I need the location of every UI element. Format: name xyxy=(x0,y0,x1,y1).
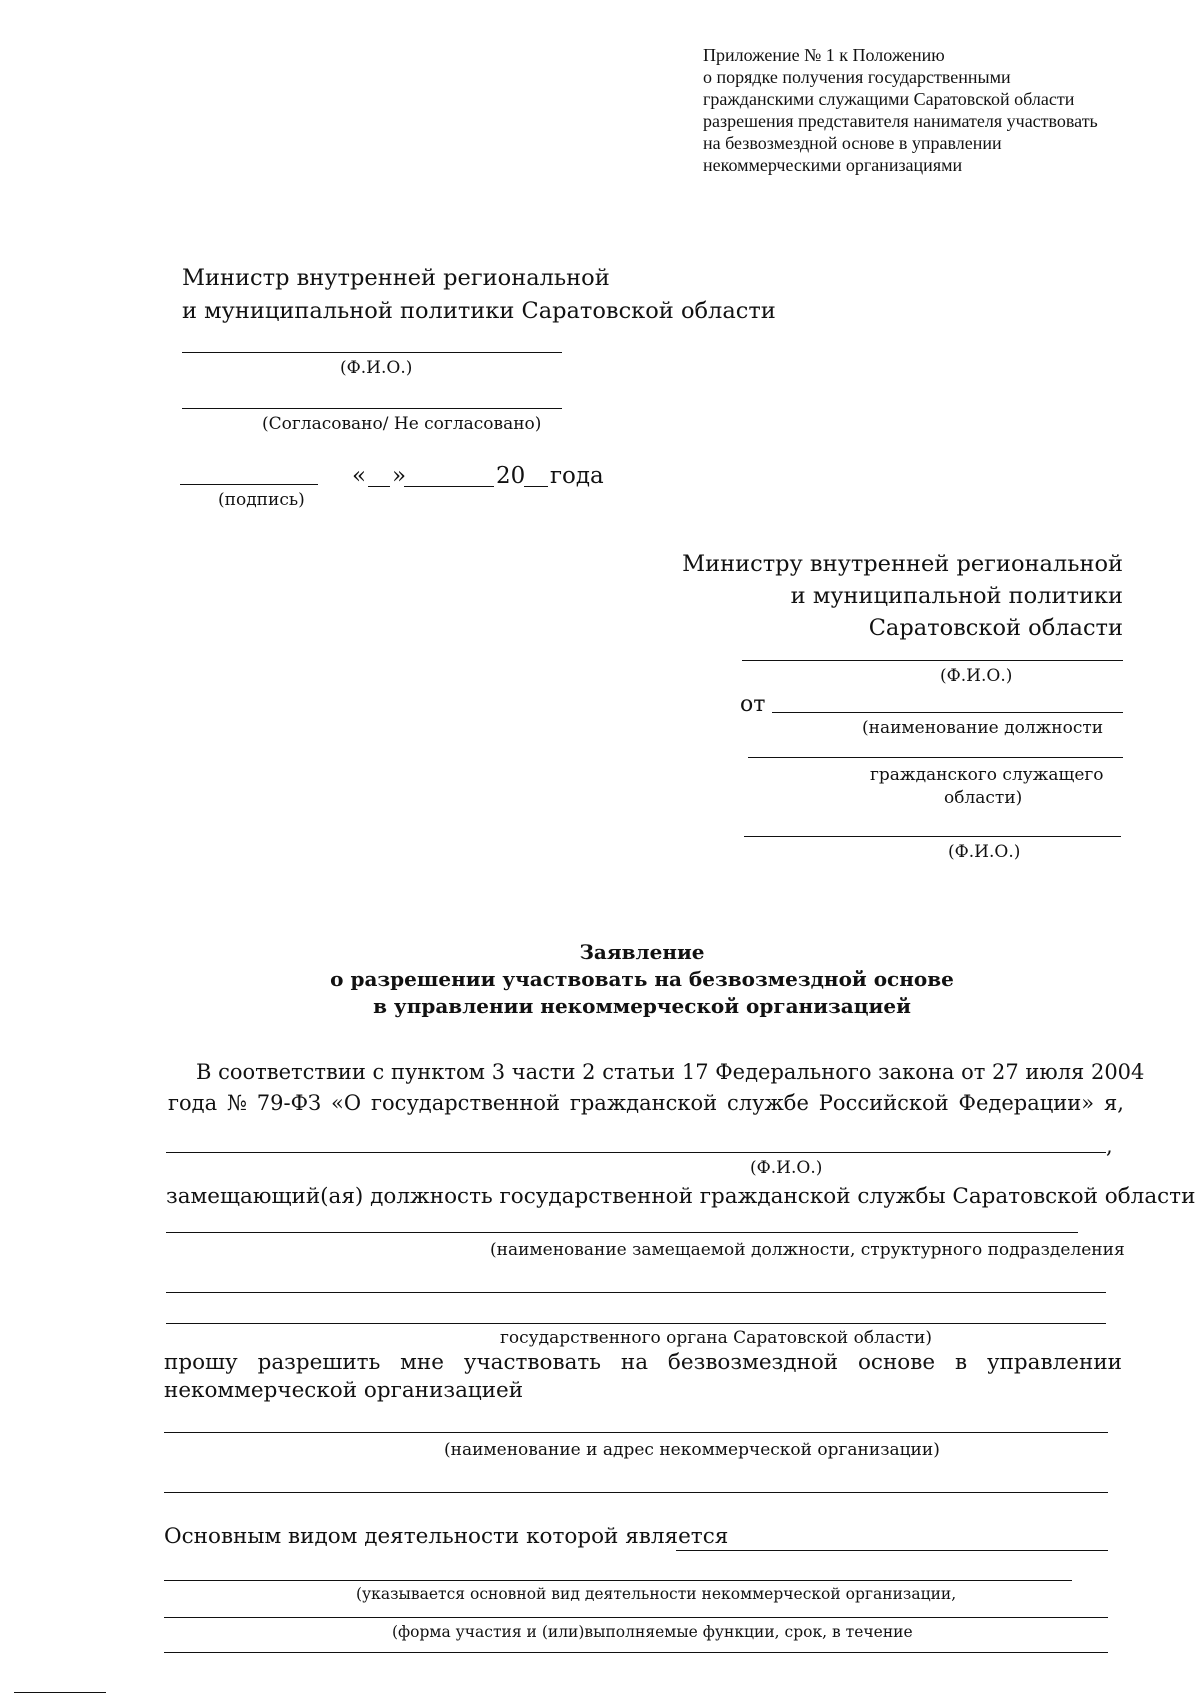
request-word: безвозмездной xyxy=(667,1350,839,1375)
applicant-position-caption-3: области) xyxy=(944,788,1023,808)
organization-caption: (наименование и адрес некоммерческой организации) xyxy=(444,1440,940,1460)
annex-line: Приложение № 1 к Положению xyxy=(703,45,945,65)
request-word: на xyxy=(620,1350,649,1375)
approval-date-close-quote: » xyxy=(392,463,407,489)
intro-word: года xyxy=(168,1091,218,1115)
intro-word: Федерации» xyxy=(958,1091,1095,1115)
applicant-position-caption-1: (наименование должности xyxy=(862,718,1104,738)
applicant-name-field[interactable] xyxy=(166,1152,1106,1153)
signature-caption: (подпись) xyxy=(218,490,305,510)
intro-word: я, xyxy=(1103,1091,1124,1115)
approver-fio-caption: (Ф.И.О.) xyxy=(340,358,413,378)
applicant-fio-field[interactable] xyxy=(744,836,1121,837)
addressee-line1: Министру внутренней региональной xyxy=(682,551,1123,577)
approver-title-line2: и муниципальной политики Саратовской области xyxy=(182,298,776,324)
applicant-position-field[interactable] xyxy=(772,712,1123,713)
intro-word: 79-ФЗ xyxy=(256,1091,322,1115)
intro-word: «О xyxy=(331,1091,362,1115)
activity-field[interactable] xyxy=(676,1550,1108,1551)
activity-label: Основным видом деятельности которой является xyxy=(164,1524,729,1549)
annex-header xyxy=(703,44,1098,176)
addressee-fio-caption: (Ф.И.О.) xyxy=(940,666,1013,686)
position-statement: замещающий(ая) должность государственной гражданской службы Саратовской области xyxy=(166,1184,1196,1209)
applicant-position-field-2[interactable] xyxy=(748,757,1123,758)
approver-title-line1: Министр внутренней региональной xyxy=(182,265,610,291)
intro-word: службе xyxy=(727,1091,809,1115)
approval-month-field[interactable] xyxy=(404,486,494,487)
request-line2: некоммерческой организацией xyxy=(164,1378,524,1403)
title-line1: Заявление xyxy=(579,940,705,964)
annex-line: на безвозмездной основе в управлении xyxy=(703,133,1002,153)
participation-caption: (форма участия и (или)выполняемые функции, срок, в течение xyxy=(392,1623,913,1641)
footer-rule xyxy=(14,1692,106,1693)
approver-fio-field[interactable] xyxy=(182,352,562,353)
request-word: в xyxy=(954,1350,968,1375)
request-word: разрешить xyxy=(257,1350,381,1375)
intro-line2 xyxy=(168,1091,1124,1115)
approval-year-field[interactable] xyxy=(524,486,548,487)
organization-field[interactable] xyxy=(164,1432,1108,1433)
organization-field-2[interactable] xyxy=(164,1492,1108,1493)
annex-line: гражданскими служащими Саратовской области xyxy=(703,89,1075,109)
intro-word: Российской xyxy=(818,1091,949,1115)
request-word: основе xyxy=(857,1350,936,1375)
annex-line: некоммерческими организациями xyxy=(703,155,963,175)
activity-caption: (указывается основной вид деятельности некоммерческой организации, xyxy=(356,1585,957,1603)
applicant-name-caption: (Ф.И.О.) xyxy=(750,1158,823,1178)
applicant-fio-caption: (Ф.И.О.) xyxy=(948,842,1021,862)
request-word: прошу xyxy=(164,1350,238,1375)
title-line3: в управлении некоммерческой организацией xyxy=(373,994,911,1018)
request-line1 xyxy=(164,1350,1122,1375)
document-title xyxy=(0,939,1200,1020)
intro-word: гражданской xyxy=(569,1091,718,1115)
intro-word: № xyxy=(227,1091,247,1115)
organ-caption: государственного органа Саратовской области) xyxy=(500,1328,932,1348)
from-label: от xyxy=(740,692,766,717)
addressee-line2: и муниципальной политики xyxy=(790,583,1123,609)
applicant-name-comma: , xyxy=(1106,1134,1113,1158)
annex-line: о порядке получения государственными xyxy=(703,67,1011,87)
position-field[interactable] xyxy=(166,1232,1078,1233)
request-word: участвовать xyxy=(463,1350,602,1375)
request-word: управлении xyxy=(986,1350,1122,1375)
title-line2: о разрешении участвовать на безвозмездной основе xyxy=(330,967,954,991)
request-word: мне xyxy=(400,1350,444,1375)
participation-field-2[interactable] xyxy=(164,1652,1108,1653)
approval-day-field[interactable] xyxy=(368,486,390,487)
position-caption: (наименование замещаемой должности, структурного подразделения xyxy=(490,1240,1125,1260)
intro-word: государственной xyxy=(371,1091,560,1115)
addressee-block xyxy=(682,548,1123,644)
signature-field[interactable] xyxy=(180,484,318,485)
addressee-fio-field[interactable] xyxy=(742,660,1123,661)
approval-decision-field[interactable] xyxy=(182,408,562,409)
approval-date-open-quote: « xyxy=(352,463,367,489)
applicant-position-caption-2: гражданского служащего xyxy=(870,765,1104,785)
position-field-2[interactable] xyxy=(166,1292,1106,1293)
addressee-line3: Саратовской области xyxy=(868,615,1123,641)
approval-decision-caption: (Согласовано/ Не согласовано) xyxy=(262,414,542,434)
activity-field-2[interactable] xyxy=(164,1580,1072,1581)
approval-year-suffix: года xyxy=(550,463,604,489)
position-field-3[interactable] xyxy=(166,1323,1106,1324)
annex-line: разрешения представителя нанимателя участвовать xyxy=(703,111,1098,131)
approval-year-prefix: 20 xyxy=(496,463,526,489)
participation-field[interactable] xyxy=(164,1617,1108,1618)
intro-line1: В соответствии с пунктом 3 части 2 статьи 17 Федерального закона от 27 июля 2004 xyxy=(196,1060,1145,1084)
approver-title xyxy=(182,262,776,328)
